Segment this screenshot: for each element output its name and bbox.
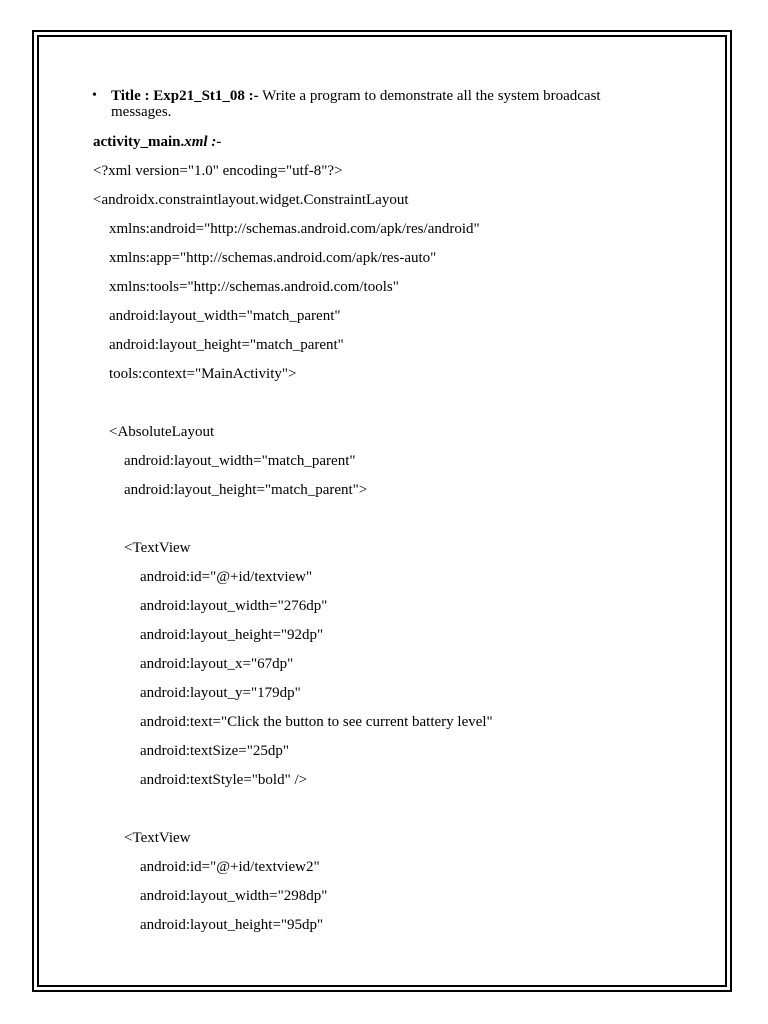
- title-body: Write a program to demonstrate all the system broadcast messages.: [111, 88, 601, 120]
- bullet-marker: •: [92, 88, 97, 103]
- code-line: android:layout_x="67dp": [140, 656, 294, 672]
- code-line: android:layout_height="92dp": [140, 627, 324, 643]
- code-line: android:layout_height="95dp": [140, 917, 324, 933]
- code-line: android:text="Click the button to see current battery level": [140, 714, 493, 730]
- code-line: android:layout_width="match_parent": [109, 308, 341, 324]
- file-heading-ext: xml :-: [184, 134, 222, 150]
- title-text: [111, 88, 652, 120]
- code-line: android:layout_width="276dp": [140, 598, 328, 614]
- code-line: android:layout_width="match_parent": [124, 453, 356, 469]
- code-line: <TextView: [124, 540, 191, 556]
- code-line: tools:context="MainActivity">: [109, 366, 297, 382]
- code-line: <AbsoluteLayout: [109, 424, 215, 440]
- code-line: xmlns:app="http://schemas.android.com/apk/res-auto": [109, 250, 437, 266]
- code-line: android:textStyle="bold" />: [140, 772, 308, 788]
- title-label: Title : Exp21_St1_08 :-: [111, 88, 259, 104]
- code-line: android:id="@+id/textview": [140, 569, 313, 585]
- file-heading: [93, 134, 221, 151]
- code-line: android:id="@+id/textview2": [140, 859, 320, 875]
- code-line: android:textSize="25dp": [140, 743, 290, 759]
- code-line: xmlns:android="http://schemas.android.com/apk/res/android": [109, 221, 480, 237]
- title-block: [92, 88, 652, 120]
- file-heading-name: activity_main.: [93, 134, 185, 150]
- code-line: <?xml version="1.0" encoding="utf-8"?>: [93, 163, 343, 179]
- code-line: android:layout_height="match_parent": [109, 337, 344, 353]
- code-line: android:layout_y="179dp": [140, 685, 301, 701]
- code-line: <TextView: [124, 830, 191, 846]
- code-line: android:layout_width="298dp": [140, 888, 328, 904]
- code-line: <androidx.constraintlayout.widget.ConstraintLayout: [93, 192, 409, 208]
- code-line: xmlns:tools="http://schemas.android.com/tools": [109, 279, 399, 295]
- code-line: android:layout_height="match_parent">: [124, 482, 368, 498]
